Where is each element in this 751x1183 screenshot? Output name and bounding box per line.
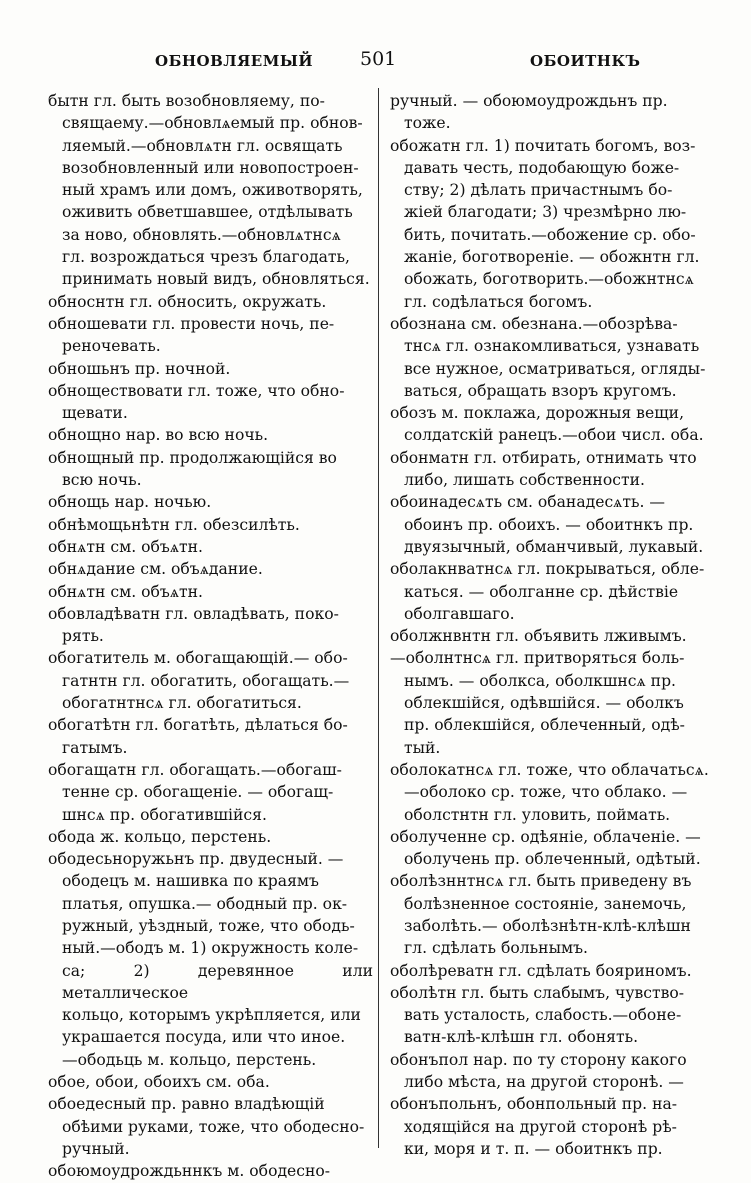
entry-line: жіей благодати; 3) чрезмѣрно лю- bbox=[404, 203, 687, 222]
dictionary-entry bbox=[390, 90, 715, 135]
dictionary-entry bbox=[48, 581, 373, 603]
entry-line: обозъ м. поклажа, дорожныя вещи, bbox=[390, 404, 685, 423]
dictionary-entry bbox=[48, 358, 373, 380]
entry-line: оболѣреватн гл. сдѣлать бояриномъ. bbox=[390, 961, 692, 980]
entry-line: либо мѣста, на другой сторонѣ. — bbox=[404, 1073, 684, 1092]
entry-line: обонматн гл. отбирать, отнимать что bbox=[390, 448, 697, 467]
page-number: 501 bbox=[360, 48, 397, 70]
dictionary-entry bbox=[390, 447, 715, 492]
entry-line: облекшійся, одѣвшійся. — оболкъ bbox=[404, 694, 684, 713]
entry-line: реночевать. bbox=[62, 337, 161, 356]
entry-line: ки, моря и т. п. — обоитнкъ пр. bbox=[404, 1139, 663, 1158]
entry-line: —оболоко ср. тоже, что облако. — bbox=[404, 783, 688, 802]
dictionary-entry bbox=[48, 558, 373, 580]
entry-line: обѣими руками, тоже, что ободесно- bbox=[62, 1117, 365, 1136]
entry-line: гатнтн гл. обогатить, обогащать.— bbox=[62, 671, 350, 690]
dictionary-entry bbox=[48, 380, 373, 425]
entry-line: обнощный пр. продолжающійся во bbox=[48, 448, 337, 467]
dictionary-entry bbox=[390, 982, 715, 1049]
entry-line: ватн-клѣ-клѣшн гл. обонять. bbox=[404, 1028, 639, 1047]
dictionary-entry bbox=[390, 960, 715, 982]
dictionary-entry bbox=[390, 870, 715, 959]
dictionary-entry bbox=[48, 848, 373, 1071]
entry-line: обода ж. кольцо, перстень. bbox=[48, 827, 272, 846]
dictionary-entry bbox=[48, 514, 373, 536]
entry-line: оболстнтн гл. уловить, поймать. bbox=[404, 805, 671, 824]
entry-line: обое, обои, обоихъ см. оба. bbox=[48, 1073, 270, 1092]
entry-line: гл. содѣлаться богомъ. bbox=[404, 292, 593, 311]
entry-line: ручный. — обоюмоудрождьнъ пр. bbox=[390, 92, 668, 110]
entry-line: обогатѣтн гл. богатѣть, дѣлаться бо- bbox=[48, 716, 348, 735]
dictionary-entry bbox=[390, 313, 715, 402]
dictionary-entry bbox=[48, 714, 373, 759]
entry-line: ваться, обращать взоръ кругомъ. bbox=[404, 381, 677, 400]
entry-line: обноснтн гл. обносить, окружать. bbox=[48, 292, 327, 311]
entry-line: болѣзненное состояніе, занемочь, bbox=[404, 894, 687, 913]
entry-line: обноществовати гл. тоже, что обно- bbox=[48, 381, 345, 400]
entry-line: обогащатн гл. обогащать.—обогаш- bbox=[48, 760, 342, 779]
entry-line: ручный. bbox=[62, 1139, 130, 1158]
dictionary-entry bbox=[48, 826, 373, 848]
entry-line: платья, опушка.— ободный пр. ок- bbox=[62, 894, 348, 913]
left-column bbox=[48, 90, 373, 1183]
dictionary-entry bbox=[390, 826, 715, 871]
dictionary-entry bbox=[390, 135, 715, 313]
entry-line: вать усталость, слабость.—обоне- bbox=[404, 1006, 682, 1025]
dictionary-entry bbox=[48, 759, 373, 826]
dictionary-entry bbox=[390, 1049, 715, 1094]
entry-line: свящаему.—обновлѧемый пр. обнов- bbox=[62, 114, 363, 133]
entry-line: гл. возрождаться чрезъ благодать, bbox=[62, 248, 350, 267]
column-divider bbox=[378, 88, 379, 1148]
entry-line: обознана см. обезнана.—обозрѣва- bbox=[390, 314, 678, 333]
entry-line: либо, лишать собственности. bbox=[404, 471, 645, 490]
entry-line: обовладѣватн гл. овладѣвать, поко- bbox=[48, 604, 339, 623]
entry-line: нымъ. — оболкса, оболкшнсѧ пр. bbox=[404, 671, 677, 690]
entry-line: обоинадесѧть см. обанадесѧть. — bbox=[390, 493, 666, 512]
entry-line: ляемый.—обновлѧтн гл. освящать bbox=[62, 136, 343, 155]
dictionary-entry bbox=[48, 424, 373, 446]
entry-line: оболучень пр. облеченный, одѣтый. bbox=[404, 850, 701, 869]
entry-line: оболѣтн гл. быть слабымъ, чувство- bbox=[390, 983, 685, 1002]
dictionary-entry bbox=[390, 558, 715, 625]
entry-line: обношевати гл. провести ночь, пе- bbox=[48, 314, 335, 333]
entry-line: бытн гл. быть возобновляему, по- bbox=[48, 92, 325, 110]
dictionary-entry bbox=[48, 647, 373, 714]
entry-line: ружный, уѣздный, тоже, что ободь- bbox=[62, 916, 355, 935]
entry-line: давать честь, подобающую боже- bbox=[404, 158, 680, 177]
entry-line: ободецъ м. нашивка по краямъ bbox=[62, 872, 319, 891]
entry-line: ный.—ободъ м. 1) окружность коле- bbox=[62, 939, 359, 958]
dictionary-entry bbox=[48, 536, 373, 558]
entry-line: солдатскій ранецъ.—обои числ. оба. bbox=[404, 426, 704, 445]
entry-line: бить, почитать.—обожение ср. обо- bbox=[404, 225, 696, 244]
entry-line: обнощно нар. во всю ночь. bbox=[48, 426, 269, 445]
entry-line: тый. bbox=[404, 738, 441, 757]
entry-line: гатымъ. bbox=[62, 738, 128, 757]
running-head-left: ОБНОВЛЯЕМЫЙ bbox=[155, 52, 314, 70]
dictionary-entry bbox=[48, 1071, 373, 1093]
entry-line: обоинъ пр. обоихъ. — обоитнкъ пр. bbox=[404, 515, 694, 534]
entry-line: жаніе, боготвореніе. — обожнтн гл. bbox=[404, 248, 700, 267]
entry-line: кольцо, которымъ укрѣпляется, или bbox=[62, 1006, 361, 1025]
entry-line: всю ночь. bbox=[62, 471, 142, 490]
entry-line: оболакнватнсѧ гл. покрываться, обле- bbox=[390, 560, 705, 579]
entry-line: обнѣмощьнѣтн гл. обезсилѣть. bbox=[48, 515, 300, 534]
entry-line: обнѧтн см. объѧтн. bbox=[48, 582, 203, 601]
dictionary-entry bbox=[48, 291, 373, 313]
entry-line: обнѧдание см. объѧдание. bbox=[48, 560, 263, 579]
entry-line: обнѧтн см. объѧтн. bbox=[48, 537, 203, 556]
entry-line: ный храмъ или домъ, оживотворять, bbox=[62, 181, 363, 200]
entry-line: оболгавшаго. bbox=[404, 604, 515, 623]
entry-line: обожатн гл. 1) почитать богомъ, воз- bbox=[390, 136, 696, 155]
dictionary-entry bbox=[48, 313, 373, 358]
right-column bbox=[390, 90, 715, 1160]
dictionary-entry bbox=[390, 647, 715, 758]
entry-line: тнсѧ гл. ознакомливаться, узнавать bbox=[404, 337, 700, 356]
entry-line: обонъпол нар. по ту сторону какого bbox=[390, 1050, 687, 1069]
entry-line: тенне ср. обогащеніе. — обогащ- bbox=[62, 783, 334, 802]
entry-line: пр. облекшійся, облеченный, одѣ- bbox=[404, 716, 685, 735]
entry-line: ходящійся на другой сторонѣ рѣ- bbox=[404, 1117, 677, 1136]
entry-line: за ново, обновлять.—обновлѧтнсѧ bbox=[62, 225, 341, 244]
entry-line: тоже. bbox=[404, 114, 451, 133]
entry-line: —оболнтнсѧ гл. притворяться боль- bbox=[390, 649, 685, 668]
dictionary-entry bbox=[390, 491, 715, 558]
dictionary-entry bbox=[390, 759, 715, 826]
dictionary-entry bbox=[48, 603, 373, 648]
entry-line: —ободьць м. кольцо, перстень. bbox=[62, 1050, 317, 1069]
entry-line: ству; 2) дѣлать причастнымъ бо- bbox=[404, 181, 673, 200]
dictionary-entry bbox=[390, 1093, 715, 1160]
entry-line: обожать, боготворить.—обожнтнсѧ bbox=[404, 270, 694, 289]
entry-line: ободесьноружьнъ пр. двудесный. — bbox=[48, 850, 344, 869]
entry-line: заболѣть.— оболѣзнѣтн-клѣ-клѣшн bbox=[404, 916, 691, 935]
entry-line: обношьнъ пр. ночной. bbox=[48, 359, 231, 378]
entry-line: обоюмоудрождьннкъ м. ободесно- bbox=[48, 1162, 331, 1181]
dictionary-entry bbox=[390, 625, 715, 647]
entry-line: двуязычный, обманчивый, лукавый. bbox=[404, 537, 704, 556]
entry-line: оживить обветшавшее, отдѣлывать bbox=[62, 203, 353, 222]
entry-line: обогатитель м. обогащающій.— обо- bbox=[48, 649, 348, 668]
entry-line: обогатнтнсѧ гл. обогатиться. bbox=[62, 694, 302, 713]
running-head-right: ОБОИТНКЪ bbox=[530, 52, 641, 70]
dictionary-entry bbox=[48, 1160, 373, 1182]
entry-line: щевати. bbox=[62, 404, 128, 423]
entry-line: оболученне ср. одѣяніе, облаченіе. — bbox=[390, 827, 701, 846]
entry-line: обоедесный пр. равно владѣющій bbox=[48, 1095, 325, 1114]
entry-line: гл. сдѣлать больнымъ. bbox=[404, 939, 588, 958]
dictionary-entry bbox=[48, 90, 373, 291]
entry-line: обонъпольнъ, обонпольный пр. на- bbox=[390, 1095, 678, 1114]
entry-line: оболокатнсѧ гл. тоже, что облачатьсѧ. bbox=[390, 760, 709, 779]
entry-line: шнсѧ пр. обогатившійся. bbox=[62, 805, 267, 824]
entry-line: все нужное, осматриваться, огляды- bbox=[404, 359, 706, 378]
dictionary-entry bbox=[48, 1093, 373, 1160]
entry-line: оболѣзннтнсѧ гл. быть приведену въ bbox=[390, 872, 692, 891]
entry-line: обнощь нар. ночью. bbox=[48, 493, 212, 512]
page-header bbox=[0, 48, 751, 76]
dictionary-entry bbox=[390, 402, 715, 447]
entry-line: са; 2) деревянное или металлическое bbox=[62, 961, 373, 1002]
dictionary-entry bbox=[48, 491, 373, 513]
entry-line: каться. — оболганне ср. дѣйствіе bbox=[404, 582, 679, 601]
entry-line: принимать новый видъ, обновляться. bbox=[62, 270, 370, 289]
entry-line: украшается посуда, или что иное. bbox=[62, 1028, 346, 1047]
entry-line: рять. bbox=[62, 627, 104, 646]
dictionary-entry bbox=[48, 447, 373, 492]
entry-line: оболжнвнтн гл. объявить лживымъ. bbox=[390, 627, 687, 646]
entry-line: возобновленный или новопостроен- bbox=[62, 158, 359, 177]
